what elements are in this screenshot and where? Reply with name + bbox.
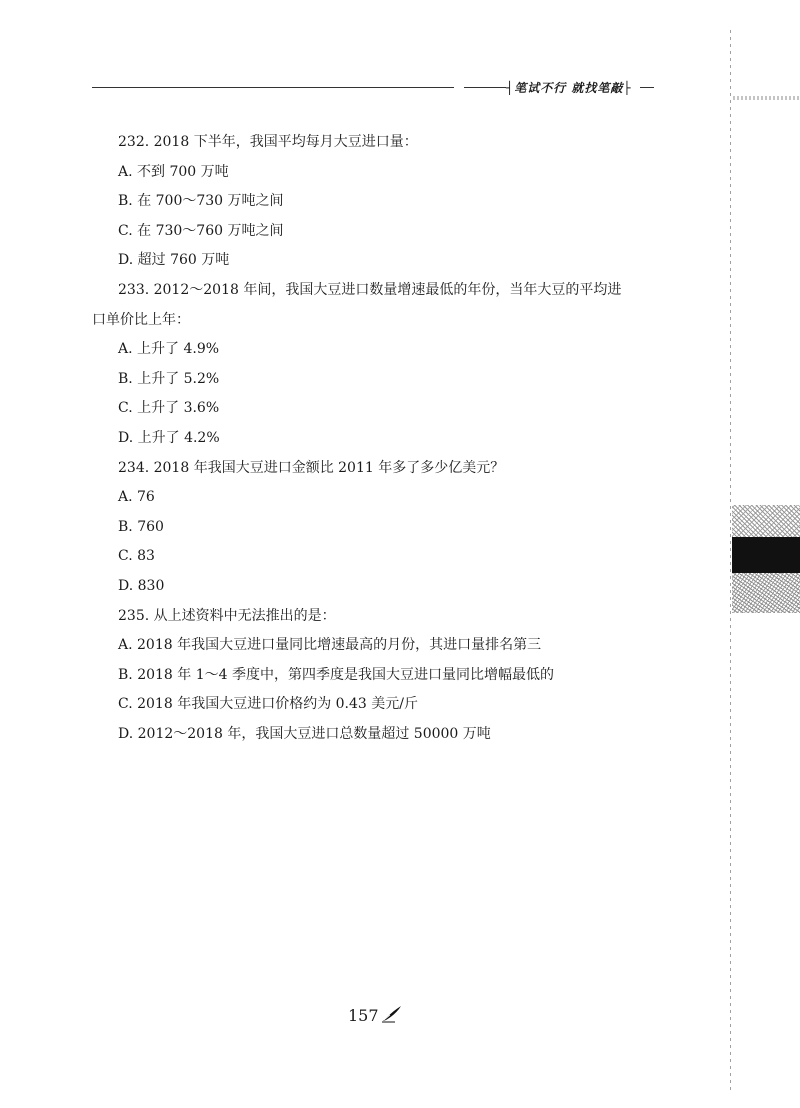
header-rule-right [640,87,654,88]
pen-icon [381,1005,403,1023]
answer-option: A. 76 [118,489,155,506]
question-content [92,128,652,749]
answer-option: A. 上升了 4.9% [118,341,220,358]
question-stem: 232. 2018 下半年，我国平均每月大豆进口量： [118,134,418,150]
answer-option: C. 2018 年我国大豆进口价格约为 0.43 美元/斤 [118,696,418,713]
answer-option: A. 不到 700 万吨 [118,163,229,180]
answer-option: C. 83 [118,548,155,565]
answer-option: B. 在 700～730 万吨之间 [118,193,284,210]
answer-option: C. 上升了 3.6% [118,400,220,417]
header-rule-mid [464,87,506,88]
page-footer [348,1004,403,1028]
answer-option: D. 超过 760 万吨 [118,252,230,269]
answer-option: B. 2018 年 1～4 季度中，第四季度是我国大豆进口量同比增幅最低的 [118,666,554,683]
question-stem-continuation: 口单价比上年： [92,311,190,328]
header-rule-left [92,87,454,88]
header-slogan: ┤ 笔试不行 就找笔敲 ├ [506,80,632,96]
page-header [92,80,652,96]
answer-option: A. 2018 年我国大豆进口量同比增速最高的月份，其进口量排名第三 [118,637,542,654]
question-stem: 235. 从上述资料中无法推出的是： [118,607,336,624]
binding-edge-line [730,30,731,1090]
answer-option: B. 上升了 5.2% [118,370,220,387]
answer-option: D. 2012～2018 年，我国大豆进口总数量超过 50000 万吨 [118,725,491,742]
binding-edge-top [733,96,800,100]
question-stem: 233. 2012～2018 年间，我国大豆进口数量增速最低的年份，当年大豆的平均进 [118,281,622,298]
answer-option: C. 在 730～760 万吨之间 [118,222,284,239]
answer-option: D. 上升了 4.2% [118,429,220,446]
answer-option: B. 760 [118,518,164,535]
page-number: 157 [348,1006,379,1025]
question-stem: 234. 2018 年我国大豆进口金额比 2011 年多了多少亿美元？ [118,459,505,476]
binding-edge-mark [732,505,800,615]
answer-option: D. 830 [118,577,165,594]
